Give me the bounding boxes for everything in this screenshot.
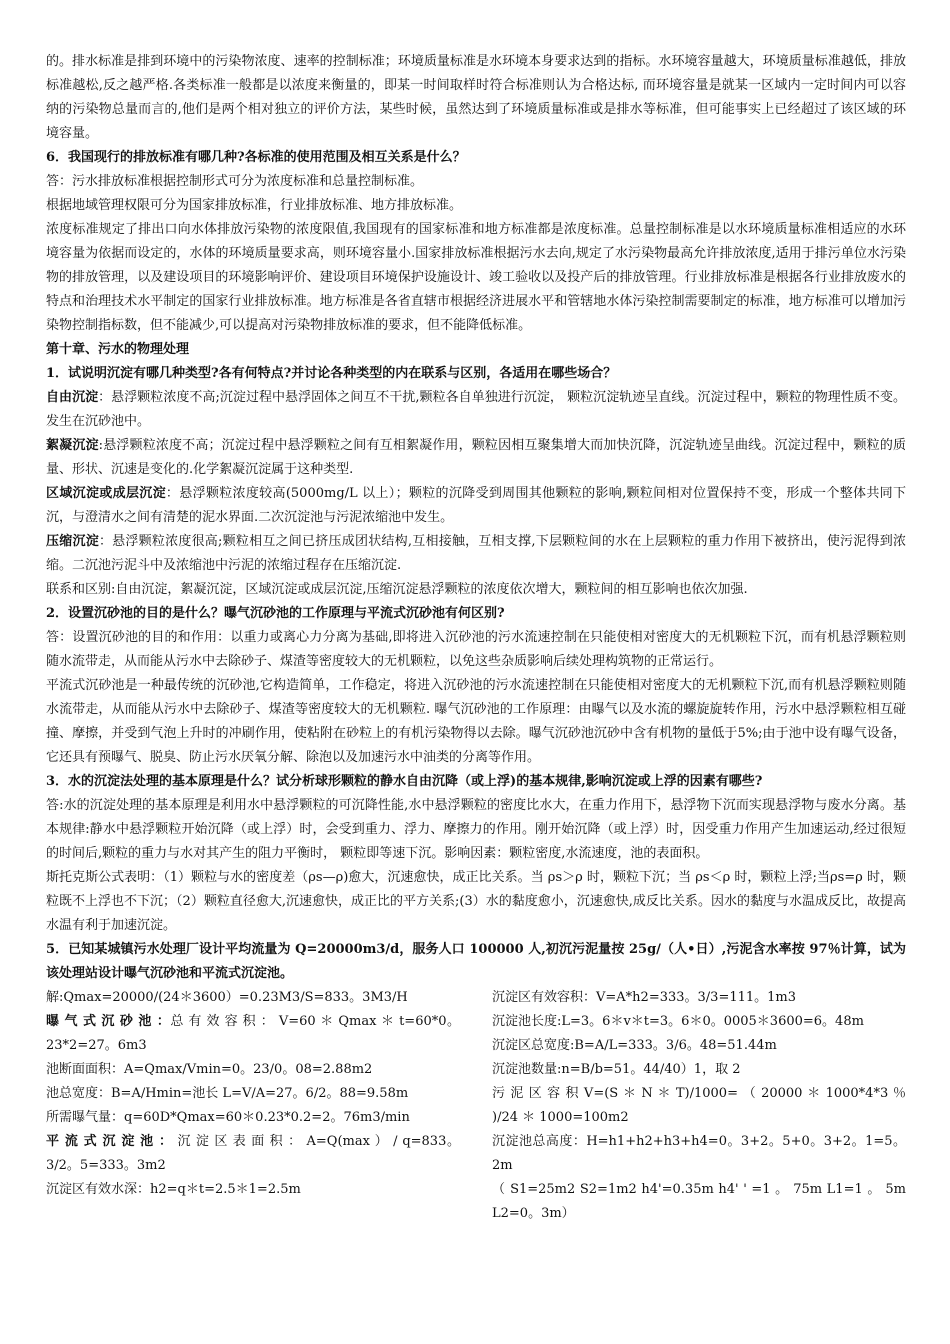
q3-heading: 3．水的沉淀法处理的基本原理是什么？试分析球形颗粒的静水自由沉降（或上浮)的基本规律,影响沉淀或上浮的因素有哪些?	[46, 774, 763, 789]
q1-relation: 联系和区别:自由沉淀，絮凝沉淀，区域沉淀或成层沉淀,压缩沉淀悬浮颗粒的浓度依次增大，颗粒间的相互影响也依次加强.	[46, 582, 748, 597]
intro-paragraph: 的。排水标准是排到环境中的污染物浓度、速率的控制标准；环境质量标准是水环境本身要求达到的指标。水环境容量越大，环境质量标准越低，排放标准越松,反之越严格.各类标准一般都是以浓度来衡量的，即某一时间取样时符合标准则认为合格达标, 而环境容量是就某一区域内一定时间内可以容纳的污染物总量而言的,他们是两个相对独立的评价方法，某些时候，虽然达到了环境质量标准或是排水等标准，但可能事实上已经超过了该区域的环境容量。	[46, 54, 906, 141]
sedimentation-parameters: （ S1=25m2 S2=1m2 h4'=0.35m h4' ' =1 。 75m L1=1 。 5m L2=0。3m）	[492, 1182, 906, 1221]
term-free-settling: 自由沉淀	[46, 390, 99, 405]
flocculent-settling-text: :悬浮颗粒浓度不高；沉淀过程中悬浮颗粒之间有互相絮凝作用，颗粒因相互聚集增大而加快沉降，沉淀轨迹呈曲线。沉淀过程中，颗粒的质量、形状、沉速是变化的.化学絮凝沉淀属于这种类型.	[46, 438, 906, 477]
q2-answer-2: 平流式沉砂池是一种最传统的沉砂池,它构造简单，工作稳定，将进入沉砂池的污水流速控制在只能使相对密度大的无机颗粒下沉,而有机悬浮颗粒则随水流带走，从而能从污水中去除砂子、煤渣等密度较大的无机颗粒. 曝气沉砂池的工作原理：由曝气以及水流的螺旋旋转作用，污水中悬浮颗粒相互碰撞、摩擦，并受到气泡上升时的冲刷作用，使粘附在砂粒上的有机污染物得以去除。曝气沉砂池沉砂中含有机物的量低于5%;由于池中设有曝气设备，它还具有预曝气、脱臭、防止污水厌氧分解、除泡以及加速污水中油类的分离等作用。	[46, 678, 906, 765]
sedimentation-effective-depth: 沉淀区有效水深：h2=q＊t=2.5＊1=2.5m	[46, 1182, 301, 1197]
sedimentation-count: 沉淀池数量:n=B/b=51。44/40）1，取 2	[492, 1062, 741, 1077]
solution-line-qmax: 解:Qmax=20000/(24＊3600）=0.23M3/S=833。3M3/H	[46, 990, 408, 1005]
term-compression-settling: 压缩沉淀	[46, 534, 99, 549]
q6-heading: 6．我国现行的排放标准有哪几种?各标准的使用范围及相互关系是什么？	[46, 150, 466, 165]
compression-settling-text: ：悬浮颗粒浓度很高;颗粒相互之间已挤压成团状结构,互相接触，互相支撑,下层颗粒间的水在上层颗粒的重力作用下被挤出，使污泥得到浓缩。二沉池污泥斗中及浓缩池中污泥的浓缩过程存在压缩沉淀.	[46, 534, 906, 573]
sedimentation-length: 沉淀池长度:L=3。6＊v＊t=3。6＊0。0005＊3600=6。48m	[492, 1014, 864, 1029]
document-page	[46, 50, 906, 1226]
sludge-zone-volume: 污 泥 区 容 积 V=(S ＊ N ＊ T)/1000= （ 20000 ＊ 1000*4*3 ％ )/24 ＊ 1000=100m2	[492, 1086, 906, 1125]
q5-solution-columns	[46, 986, 906, 1226]
free-settling-text: ：悬浮颗粒浓度不高;沉淀过程中悬浮固体之间互不干扰,颗粒各自单独进行沉淀， 颗粒沉淀轨迹呈直线。沉淀过程中，颗粒的物理性质不变。发生在沉砂池中。	[46, 390, 906, 429]
q1-zone-settling	[46, 482, 906, 530]
q2-answer-1: 答：设置沉砂池的目的和作用：以重力或离心力分离为基础,即将进入沉砂池的污水流速控制在只能使相对密度大的无机颗粒下沉，而有机悬浮颗粒则随水流带走，从而能从污水中去除砂子、煤渣等密度较大的无机颗粒，以免这些杂质影响后续处理构筑物的正常运行。	[46, 630, 906, 669]
sedimentation-surface-area-text: 沉 淀 区 表 面 积 ： A=Q(max ） / q=833。3/2。5=333。3m2	[46, 1134, 460, 1173]
zone-settling-text: ：悬浮颗粒浓度较高(5000mg/L 以上）；颗粒的沉降受到周围其他颗粒的影响,颗粒间相对位置保持不变，形成一个整体共同下沉，与澄清水之间有清楚的泥水界面.二次沉淀池与污泥浓缩池中发生。	[46, 486, 906, 525]
q1-heading: 1．试说明沉淀有哪几种类型?各有何特点?并讨论各种类型的内在联系与区别，各适用在哪些场合？	[46, 366, 617, 381]
sedimentation-total-width: 沉淀区总宽度:B=A/L=333。3/6。48=51.44m	[492, 1038, 777, 1053]
aerated-grit-volume-text: 总 有 效 容 积 ： V=60 ＊ Qmax ＊ t=60*0。23*2=27。6m3	[46, 1014, 460, 1053]
q6-answer-2: 根据地域管理权限可分为国家排放标准，行业排放标准、地方排放标准。	[46, 198, 463, 213]
q5-heading: 5．已知某城镇污水处理厂设计平均流量为 Q=20000m3/d，服务人口 100000 人,初沉污泥量按 25g/（人•日）,污泥含水率按 97％计算，试为该处理站设计曝气沉砂池和平流式沉淀池。	[46, 942, 906, 981]
q1-free-settling	[46, 386, 906, 434]
sedimentation-effective-volume: 沉淀区有效容积：V=A*h2=333。3/3=111。1m3	[492, 990, 797, 1005]
q5-left-column	[46, 986, 460, 1226]
q3-answer-2: 斯托克斯公式表明：（1）颗粒与水的密度差（ρs—ρ)愈大，沉速愈快，成正比关系。当 ρs＞ρ 时，颗粒下沉；当 ρs＜ρ 时，颗粒上浮;当ρs=ρ 时，颗粒既不上浮也不下沉；（2）颗粒直径愈大,沉速愈快，成正比的平方关系;(3）水的黏度愈小，沉速愈快,成反比关系。因水的黏度与水温成反比，故提高水温有利于加速沉淀。	[46, 870, 906, 933]
grit-air-demand: 所需曝气量：q=60D*Qmax=60＊0.23*0.2=2。76m3/min	[46, 1110, 410, 1125]
sedimentation-surface-area	[46, 1130, 460, 1178]
sedimentation-total-height: 沉淀池总高度：H=h1+h2+h3+h4=0。3+2。5+0。3+2。1=5。2m	[492, 1134, 906, 1173]
q2-heading: 2．设置沉砂池的目的是什么？曝气沉砂池的工作原理与平流式沉砂池有何区别?	[46, 606, 505, 621]
term-zone-settling: 区域沉淀或成层沉淀	[46, 486, 166, 501]
term-aerated-grit-chamber: 曝 气 式 沉 砂 池 ：	[46, 1014, 171, 1029]
grit-cross-section: 池断面面积：A=Qmax/Vmin=0。23/0。08=2.88m2	[46, 1062, 373, 1077]
q5-right-column	[492, 986, 906, 1226]
q1-flocculent-settling	[46, 434, 906, 482]
term-flocculent-settling: 絮凝沉淀	[46, 438, 99, 453]
chapter-heading: 第十章、污水的物理处理	[46, 342, 190, 357]
q3-answer-1: 答:水的沉淀处理的基本原理是利用水中悬浮颗粒的可沉降性能,水中悬浮颗粒的密度比水大，在重力作用下，悬浮物下沉而实现悬浮物与废水分离。基本规律:静水中悬浮颗粒开始沉降（或上浮）时，会受到重力、浮力、摩擦力的作用。刚开始沉降（或上浮）时，因受重力作用产生加速运动,经过很短的时间后,颗粒的重力与水对其产生的阻力平衡时， 颗粒即等速下沉。影响因素：颗粒密度,水流速度，池的表面积。	[46, 798, 906, 861]
term-horizontal-sedimentation-tank: 平 流 式 沉 淀 池 ：	[46, 1134, 173, 1149]
grit-total-width: 池总宽度：B=A/Hmin=池长 L=V/A=27。6/2。88=9.58m	[46, 1086, 409, 1101]
q6-answer-1: 答：污水排放标准根据控制形式可分为浓度标准和总量控制标准。	[46, 174, 424, 189]
q6-answer-3: 浓度标准规定了排出口向水体排放污染物的浓度限值,我国现有的国家标准和地方标准都是浓度标准。总量控制标准是以水环境质量标准相适应的水环境容量为依据而设定的，水体的环境质量要求高，则环境容量小.国家排放标准根据污水去向,规定了水污染物最高允许排放浓度,适用于排污单位水污染物的排放管理，以及建设项目的环境影响评价、建设项目环境保护设施设计、竣工验收以及投产后的排放管理。行业排放标准是根据各行业排放废水的特点和治理技术水平制定的国家行业排放标准。地方标准是各省直辖市根据经济进展水平和管辖地水体污染控制需要制定的标准，地方标准可以增加污染物控制指标数，但不能减少,可以提高对污染物排放标准的要求，但不能降低标准。	[46, 222, 906, 333]
aerated-grit-volume	[46, 1010, 460, 1058]
q1-compression-settling	[46, 530, 906, 578]
